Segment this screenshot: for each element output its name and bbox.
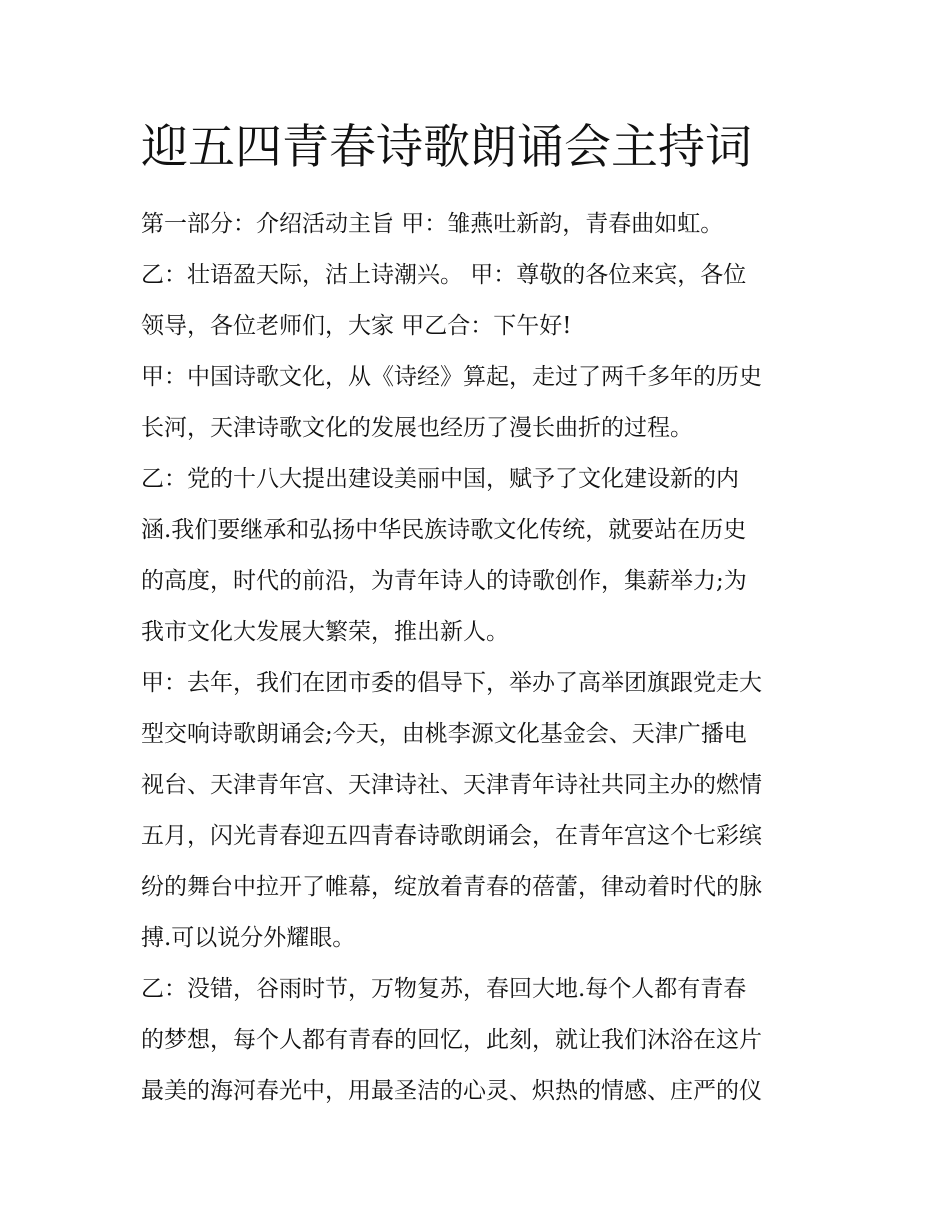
body-line: 第一部分：介绍活动主旨 甲：雏燕吐新韵，青春曲如虹。: [141, 211, 724, 237]
body-line: 五月，闪光青春迎五四青春诗歌朗诵会，在青年宫这个七彩缤: [141, 823, 762, 849]
body-line: 乙：党的十八大提出建设美丽中国，赋予了文化建设新的内: [141, 466, 739, 492]
body-line: 纷的舞台中拉开了帷幕，绽放着青春的蓓蕾，律动着时代的脉: [141, 874, 762, 900]
body-line: 乙：没错，谷雨时节，万物复苏，春回大地.每个人都有青春: [141, 976, 747, 1002]
body-line: 领导，各位老师们，大家 甲乙合：下午好!: [141, 313, 572, 339]
body-line: 长河，天津诗歌文化的发展也经历了漫长曲折的过程。: [141, 415, 693, 441]
body-line: 的梦想，每个人都有青春的回忆，此刻，就让我们沐浴在这片: [141, 1027, 762, 1053]
body-line: 搏.可以说分外耀眼。: [141, 925, 356, 951]
body-line: 甲：去年，我们在团市委的倡导下，举办了高举团旗跟党走大: [141, 670, 762, 696]
document-body: [141, 199, 821, 1117]
body-line: 的高度，时代的前沿，为青年诗人的诗歌创作，集薪举力;为: [141, 568, 747, 594]
body-line: 我市文化大发展大繁荣，推出新人。: [141, 619, 509, 645]
body-line: 型交响诗歌朗诵会;今天，由桃李源文化基金会、天津广播电: [141, 721, 747, 747]
body-line: 涵.我们要继承和弘扬中华民族诗歌文化传统，就要站在历史: [141, 517, 747, 543]
body-line: 乙：壮语盈天际，沽上诗潮兴。 甲：尊敬的各位来宾，各位: [141, 262, 747, 288]
body-line: 最美的海河春光中，用最圣洁的心灵、炽热的情感、庄严的仪: [141, 1078, 762, 1104]
body-line: 甲：中国诗歌文化，从《诗经》算起，走过了两千多年的历史: [141, 364, 762, 390]
document-title: 迎五四青春诗歌朗诵会主持词: [141, 120, 752, 175]
body-line: 视台、天津青年宫、天津诗社、天津青年诗社共同主办的燃情: [141, 772, 762, 798]
